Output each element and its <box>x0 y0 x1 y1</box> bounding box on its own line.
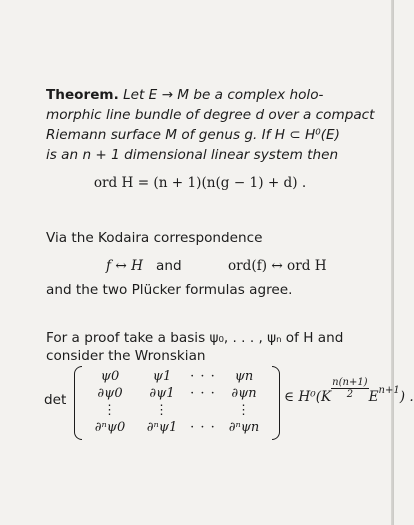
proof-line-2: consider the Wronskian <box>46 348 206 364</box>
kodaira-middle: and <box>156 258 182 274</box>
rhs-exponent <box>331 377 368 400</box>
kodaira-line-2: and the two Plücker formulas agree. <box>46 282 293 298</box>
matrix-cell: ψ1 <box>152 369 172 384</box>
matrix-cell: · · · <box>190 420 216 435</box>
theorem-formula: ord H = (n + 1)(n(g − 1) + d) . <box>93 175 307 191</box>
theorem-text-1: Let E → M be a complex holo- <box>123 87 324 103</box>
kodaira-right-text: ord(f) ↔ ord H <box>228 258 327 274</box>
rhs-prefix: ∈ H⁰(K <box>284 389 332 405</box>
matrix-cell: ψn <box>234 369 254 384</box>
rhs-end: ) . <box>399 389 414 405</box>
matrix-cell: ∂ⁿψ1 <box>146 420 178 435</box>
matrix-cell: ψ0 <box>100 369 120 384</box>
theorem-line-4: is an n + 1 dimensional linear system then <box>46 147 339 163</box>
theorem-label: Theorem. <box>46 87 119 103</box>
wronskian-rhs <box>284 377 414 409</box>
wronskian-matrix <box>84 368 272 436</box>
right-paren <box>272 366 280 440</box>
theorem-line-3: Riemann surface M of genus g. If H ⊂ H⁰(E) <box>46 127 340 143</box>
rhs-exp-num: n(n+1) <box>332 377 368 388</box>
matrix-cell: · · · <box>190 369 216 384</box>
matrix-cell: ∂ψ1 <box>149 386 175 401</box>
matrix-cell: ∂ⁿψn <box>228 420 260 435</box>
matrix-cell: ⋮ <box>237 403 251 418</box>
proof-line-1: For a proof take a basis ψ₀, . . . , ψₙ of H and <box>46 330 344 346</box>
matrix-cell: · · · <box>190 386 216 401</box>
kodaira-line-1: Via the Kodaira correspondence <box>46 230 263 246</box>
matrix-cell: ∂ψ0 <box>97 386 123 401</box>
wronskian <box>44 364 414 440</box>
kodaira-right <box>228 257 364 276</box>
rhs-exp-den: 2 <box>346 389 354 400</box>
det-label: det <box>44 392 67 408</box>
theorem-line-2: morphic line bundle of degree d over a compact <box>46 107 375 123</box>
matrix-cell: ⋮ <box>155 403 169 418</box>
theorem-line-1 <box>46 86 364 105</box>
kodaira-left-text: f ↔ H <box>106 258 143 274</box>
rhs-suffix: E <box>368 389 379 405</box>
left-paren <box>74 366 82 440</box>
rhs-sup: n+1 <box>378 385 400 396</box>
matrix-cell: ∂ψn <box>231 386 257 401</box>
matrix-cell: ⋮ <box>103 403 117 418</box>
matrix-cell: ∂ⁿψ0 <box>94 420 126 435</box>
